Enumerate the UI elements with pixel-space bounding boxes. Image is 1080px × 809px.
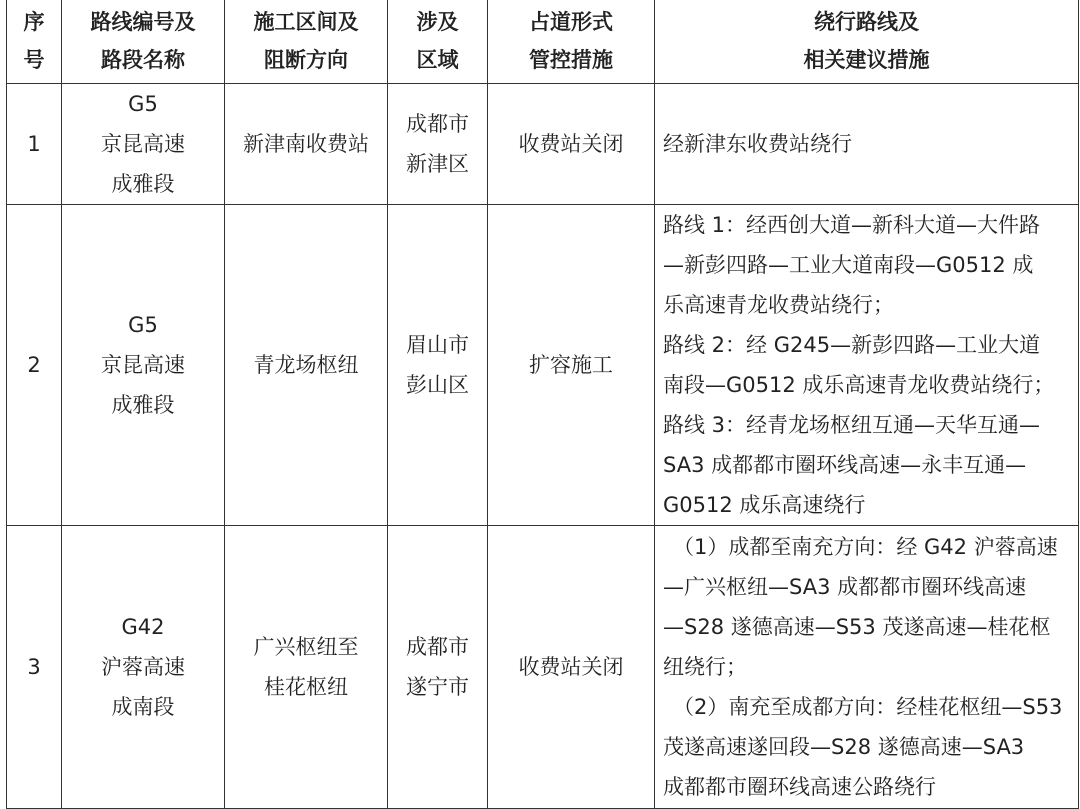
table-row <box>7 526 1079 809</box>
row-control: 扩容施工 <box>488 205 655 526</box>
row-control: 收费站关闭 <box>488 84 655 205</box>
row-road: G5 京昆高速 成雅段 <box>62 84 225 205</box>
table-row <box>7 205 1079 526</box>
header-section: 施工区间及 阻断方向 <box>225 0 388 84</box>
row-detour: 经新津东收费站绕行 <box>655 84 1079 205</box>
table-row <box>7 84 1079 205</box>
row-area: 成都市 新津区 <box>388 84 488 205</box>
row-index: 1 <box>7 84 62 205</box>
header-row <box>7 0 1079 84</box>
row-road: G5 京昆高速 成雅段 <box>62 205 225 526</box>
row-index: 3 <box>7 526 62 809</box>
row-section: 新津南收费站 <box>225 84 388 205</box>
row-index: 2 <box>7 205 62 526</box>
header-detour: 绕行路线及 相关建议措施 <box>655 0 1079 84</box>
row-detour: 路线 1：经西创大道—新科大道—大件路 —新彭四路—工业大道南段—G0512 成 乐高速青龙收费站绕行； 路线 2：经 G245—新彭四路—工业大道 南段—G0512 成乐高速青龙收费站绕行； 路线 3：经青龙场枢纽互通—天华互通— SA3 成都都市圈环线高速—永丰互通— G0512 成乐高速绕行 <box>655 205 1079 526</box>
header-index: 序 号 <box>7 0 62 84</box>
header-road: 路线编号及 路段名称 <box>62 0 225 84</box>
row-detour: （1）成都至南充方向：经 G42 沪蓉高速 —广兴枢纽—SA3 成都都市圈环线高速 —S28 遂德高速—S53 茂遂高速—桂花枢 纽绕行； （2）南充至成都方向：经桂花枢纽—S53 茂遂高速遂回段—S28 遂德高速—SA3 成都都市圈环线高速公路绕行 <box>655 526 1079 809</box>
header-area: 涉及 区域 <box>388 0 488 84</box>
header-control: 占道形式 管控措施 <box>488 0 655 84</box>
row-section: 青龙场枢纽 <box>225 205 388 526</box>
row-road: G42 沪蓉高速 成南段 <box>62 526 225 809</box>
row-section: 广兴枢纽至 桂花枢纽 <box>225 526 388 809</box>
row-control: 收费站关闭 <box>488 526 655 809</box>
detour-table <box>6 0 1079 809</box>
row-area: 眉山市 彭山区 <box>388 205 488 526</box>
row-area: 成都市 遂宁市 <box>388 526 488 809</box>
